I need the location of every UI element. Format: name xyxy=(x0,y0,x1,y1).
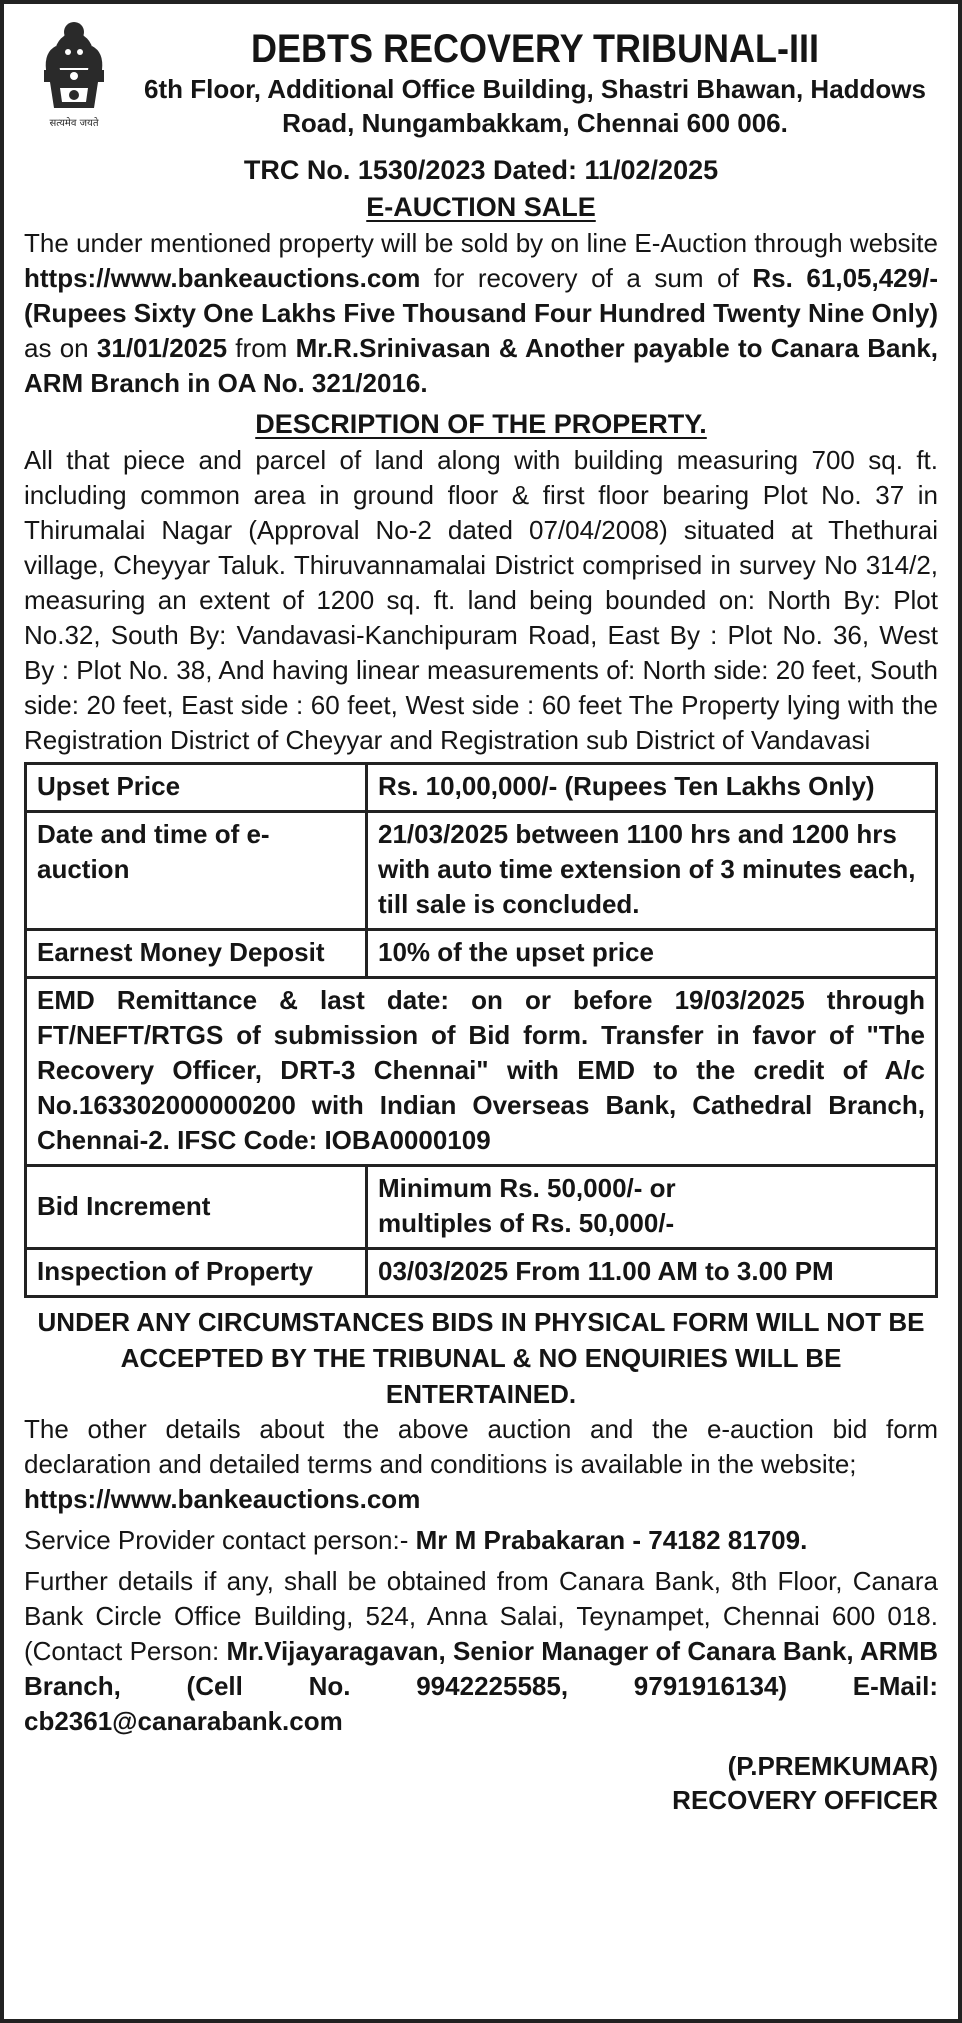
tribunal-title: DEBTS RECOVERY TRIBUNAL-III xyxy=(250,27,820,71)
bid-increment-line-2: multiples of Rs. 50,000/- xyxy=(378,1208,675,1238)
national-emblem-icon xyxy=(24,8,124,136)
officer-designation: RECOVERY OFFICER xyxy=(672,1785,938,1815)
property-heading: DESCRIPTION OF THE PROPERTY. xyxy=(255,409,707,439)
officer-name: (P.PREMKUMAR) xyxy=(727,1751,938,1781)
bid-increment-line-1: Minimum Rs. 50,000/- or xyxy=(378,1173,676,1203)
emd-label: Earnest Money Deposit xyxy=(26,930,367,978)
emd-remittance: EMD Remittance & last date: on or before 19/03/2025 through FT/NEFT/RTGS of submission of Bid form. Transfer in favor of "The Recovery Officer, DRT-3 Chennai" with EMD to the credit of A/c No.163302000000200 with Indian Overseas Bank, Cathedral Branch, Chennai-2. IFSC Code: IOBA0000109 xyxy=(26,978,937,1166)
inspection-label: Inspection of Property xyxy=(26,1249,367,1297)
trc-number: TRC No. 1530/2023 Dated: 11/02/2025 xyxy=(243,155,719,185)
contact-email[interactable]: cb2361@canarabank.com xyxy=(24,1706,343,1736)
service-provider-label: Service Provider contact person:- xyxy=(24,1525,416,1555)
intro-text-1: The under mentioned property will be sold by on line E-Auction through website xyxy=(24,228,938,258)
bid-increment-value xyxy=(367,1166,937,1249)
inspection-value: 03/03/2025 From 11.00 AM to 3.00 PM xyxy=(367,1249,937,1297)
further-details xyxy=(24,1564,938,1739)
debtor-details: Mr.R.Srinivasan & Another payable to Canara Bank, ARM Branch in OA No. 321/2016. xyxy=(24,333,939,398)
intro-paragraph xyxy=(24,226,938,401)
table-row xyxy=(26,1166,937,1249)
other-details-text: The other details about the above auction and the e-auction bid form declaration and detailed terms and conditions is available in the website; xyxy=(24,1414,938,1479)
header-text xyxy=(124,8,938,140)
auction-date-label: Date and time of e-auction xyxy=(26,812,367,930)
table-row xyxy=(26,764,937,812)
sale-heading: E-AUCTION SALE xyxy=(366,192,596,222)
address-line-1: 6th Floor, Additional Office Building, Shastri Bhawan, Haddows xyxy=(144,74,926,104)
table-row xyxy=(26,1249,937,1297)
address-line-2: Road, Nungambakkam, Chennai 600 006. xyxy=(282,108,788,138)
table-row xyxy=(26,930,937,978)
property-description: All that piece and parcel of land along with building measuring 700 sq. ft. including common area in ground floor & first floor bearing Plot No. 37 in Thirumalai Nagar (Approval No-2 dated 07/04/2008) situated at Thethurai village, Cheyyar Taluk. Thiruvannamalai District comprised in survey No 314/2, measuring an extent of 1200 sq. ft. land being bounded on: North By: Plot No.32, South By: Vandavasi-Kanchipuram Road, East By : Plot No. 36, West By : Plot No. 38, And having linear measurements of: North side: 20 feet, South side: 20 feet, East side : 60 feet, West side : 60 feet The Property lying with the Registration District of Cheyyar and Registration sub District of Vandavasi xyxy=(24,445,938,755)
emblem-caption: सत्यमेव जयते xyxy=(49,118,99,129)
warning-notice: UNDER ANY CIRCUMSTANCES BIDS IN PHYSICAL FORM WILL NOT BE ACCEPTED BY THE TRIBUNAL & NO ENQUIRIES WILL BE ENTERTAINED. xyxy=(37,1307,925,1409)
due-date: 31/01/2025 xyxy=(96,333,228,363)
service-provider xyxy=(24,1523,938,1558)
auction-details-table xyxy=(24,762,938,1298)
contact-person: Mr.Vijayaragavan, Senior Manager of Canara Bank, ARMB Branch, (Cell No. 9942225585, 9791916134) E-Mail: xyxy=(24,1636,939,1701)
intro-text-3: as on xyxy=(24,333,97,363)
intro-text-2: for recovery of a sum of xyxy=(420,263,753,293)
notice-header xyxy=(24,8,938,140)
website-link[interactable]: https://www.bankeauctions.com xyxy=(24,263,421,293)
auction-date-value: 21/03/2025 between 1100 hrs and 1200 hrs with auto time extension of 3 minutes each, till sale is concluded. xyxy=(367,812,937,930)
bid-increment-label: Bid Increment xyxy=(26,1166,367,1249)
upset-price-value: Rs. 10,00,000/- (Rupees Ten Lakhs Only) xyxy=(367,764,937,812)
intro-text-4: from xyxy=(227,333,296,363)
website-link-2[interactable]: https://www.bankeauctions.com xyxy=(24,1484,421,1514)
further-details-text: Further details if any, shall be obtained from Canara Bank, 8th Floor, Canara Bank Circle Office Building, 524, Anna Salai, Teynampet, Chennai 600 018. (Contact Person: xyxy=(24,1566,938,1666)
upset-price-label: Upset Price xyxy=(26,764,367,812)
other-details xyxy=(24,1412,938,1517)
table-row xyxy=(26,978,937,1166)
table-row xyxy=(26,812,937,930)
due-amount: Rs. 61,05,429/- (Rupees Sixty One Lakhs Five Thousand Four Hundred Twenty Nine Only) xyxy=(24,263,938,328)
service-provider-contact: Mr M Prabakaran - 74182 81709. xyxy=(415,1525,808,1555)
signature-block xyxy=(24,1749,938,1817)
emd-value: 10% of the upset price xyxy=(367,930,937,978)
